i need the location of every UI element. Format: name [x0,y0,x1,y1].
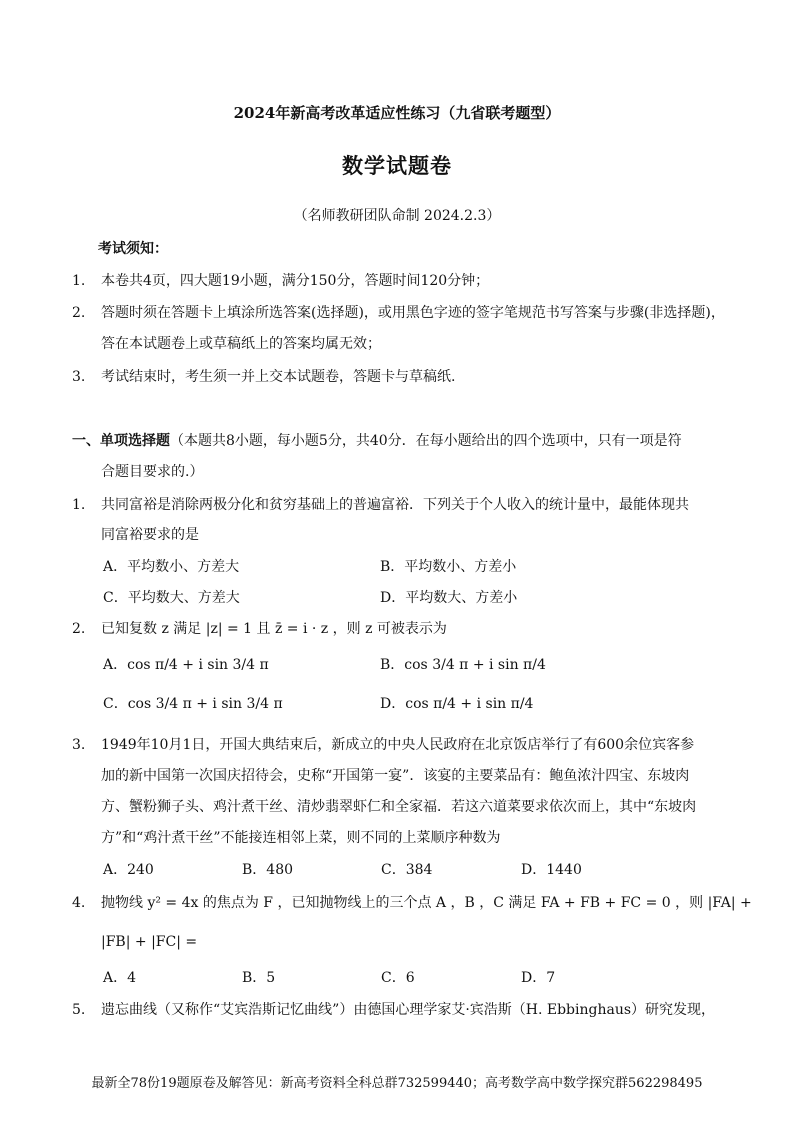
option-c: C．6 [381,970,415,986]
option-a: A．4 [103,970,137,986]
notice-item-text-cont: 答在本试题卷上或草稿纸上的答案均属无效； [101,336,381,352]
option-a: A．240 [103,862,154,878]
question-stem: 共同富裕是消除两极分化和贫穷基础上的普遍富裕．下列关于个人收入的统计量中，最能体现共 [101,497,689,513]
option-d: D．cos π/4 + i sin π/4 [380,696,534,712]
option-a: A．cos π/4 + i sin 3/4 π [103,657,269,673]
section-heading [72,431,682,451]
section-desc: （本题共8小题，每小题5分，共40分．在每小题给出的四个选项中，只有一项是符 [170,433,682,449]
question-stem-cont: 方、蟹粉狮子头、鸡汁煮干丝、清炒翡翠虾仁和全家福．若这六道菜要求依次而上，其中“东坡肉 [101,799,697,815]
option-c: C．平均数大、方差大 [103,590,240,606]
option-d: D．1440 [521,862,582,878]
question-stem-cont: 加的新中国第一次国庆招待会，史称“开国第一宴”．该宴的主要菜品有：鲍鱼浓汁四宝、东坡肉 [101,768,690,784]
question-number: 2. [72,621,86,637]
exam-title: 2024年新高考改革适应性练习（九省联考题型） [233,104,561,122]
question-number: 4. [72,895,86,911]
question-number: 5. [72,1002,86,1018]
notice-item-number: 1. [72,273,86,289]
notice-item-text: 本卷共4页，四大题19小题，满分150分，答题时间120分钟； [101,273,490,289]
option-b: B．5 [242,970,276,986]
notice-item-number: 2. [72,305,86,321]
question-stem: 1949年10月1日，开国大典结束后，新成立的中央人民政府在北京饭店举行了有600余位宾客参 [101,737,695,753]
option-d: D．平均数大、方差小 [380,590,518,606]
option-c: C．cos 3/4 π + i sin 3/4 π [103,696,283,712]
section-desc-cont: 合题目要求的.） [101,464,204,480]
question-stem-cont: 方”和“鸡汁煮干丝”不能接连相邻上菜，则不同的上菜顺序种数为 [101,830,501,846]
footer-note: 最新全78份19题原卷及解答见：新高考资料全科总群732599440；高考数学高中数学探究群562298495 [91,1076,703,1091]
option-b: B．480 [242,862,294,878]
author-date: （名师教研团队命制 2024.2.3） [293,208,501,224]
question-stem: 抛物线 y² = 4x 的焦点为 F ，已知抛物线上的三个点 A ，B ，C 满足 FA + FB + FC = 0 ，则 |FA| + [101,895,752,911]
option-d: D．7 [521,970,556,986]
notice-item-text: 答题时须在答题卡上填涂所选答案(选择题)，或用黑色字迹的签字笔规范书写答案与步骤(非选择题)， [101,305,725,321]
option-b: B．平均数小、方差小 [380,559,517,575]
question-number: 3. [72,737,86,753]
option-c: C．384 [381,862,433,878]
question-stem-cont: 同富裕要求的是 [101,527,199,543]
option-a: A．平均数小、方差大 [103,559,240,575]
question-stem-cont: |FB| + |FC| = [101,934,198,950]
notice-item-text: 考试结束时，考生须一并上交本试题卷，答题卡与草稿纸. [101,369,456,385]
notice-item-number: 3. [72,369,86,385]
paper-subtitle: 数学试题卷 [342,153,452,178]
notice-heading: 考试须知： [98,241,168,257]
question-number: 1. [72,497,86,513]
option-b: B．cos 3/4 π + i sin π/4 [380,657,546,673]
question-stem: 已知复数 z 满足 |z| = 1 且 z̄ = i · z ，则 z 可被表示为 [101,621,447,637]
section-title: 一、单项选择题 [72,433,170,449]
question-stem: 遗忘曲线（又称作“艾宾浩斯记忆曲线”）由德国心理学家艾·宾浩斯（H. Ebbinghaus）研究发现， [101,1002,716,1018]
